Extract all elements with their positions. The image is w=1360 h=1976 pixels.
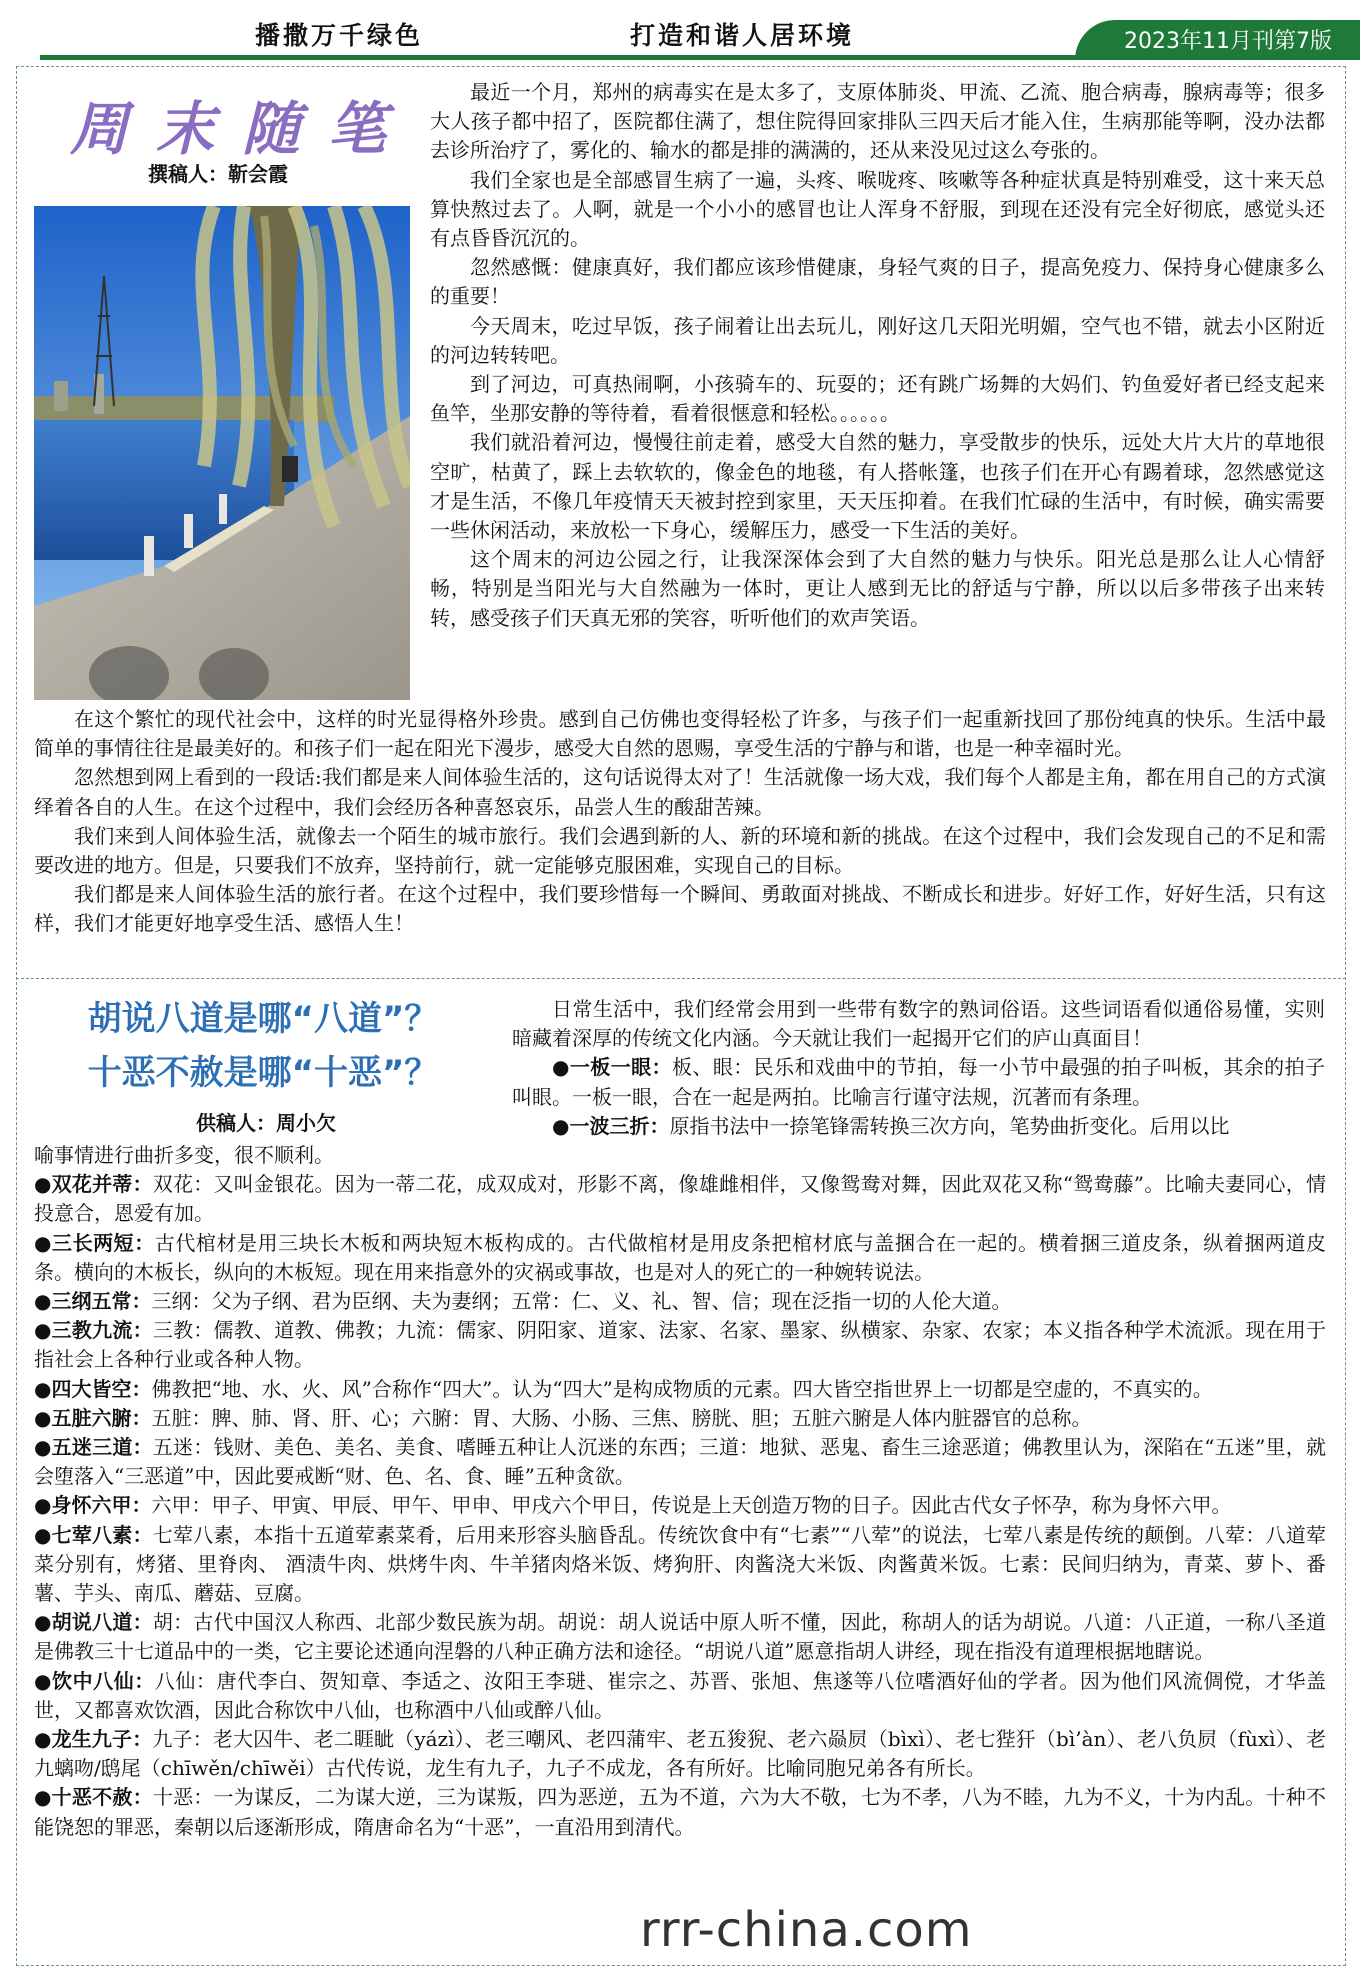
entry-term: ●四大皆空： bbox=[34, 1376, 152, 1401]
entry-term: ●三教九流： bbox=[34, 1318, 153, 1343]
entry-text: 七荤八素，本指十五道荤素菜肴，后用来形容头脑昏乱。传统饮食中有“七素”“八荤”的说法，七荤八素是传统的颠倒。八荤：八道荤菜分别有，烤猪、里脊肉、 酒渍牛肉、烘烤牛肉、牛羊猪肉烙米饭、烤狗肝、肉酱浇大米饭、肉酱黄米饭。七素：民间归纳为，青菜、萝卜、番薯、芋头、南瓜、蘑菇、豆腐。 bbox=[34, 1522, 1326, 1606]
article1-paragraph: 我们全家也是全部感冒生病了一遍，头疼、喉咙疼、咳嗽等各种症状真是特别难受，这十来天总算快熬过去了。人啊，就是一个小小的感冒也让人浑身不舒服，到现在还没有完全好彻底，感觉头还有点昏昏沉沉的。 bbox=[430, 167, 1325, 251]
article2-title-line2: 十恶不赦是哪“十恶”？ bbox=[87, 1053, 439, 1093]
page-header bbox=[0, 0, 1360, 62]
article1-title: 周末随笔 bbox=[70, 95, 415, 163]
entry-term: ●身怀六甲： bbox=[34, 1493, 152, 1518]
entry-text: 三纲：父为子纲、君为臣纲、夫为妻纲；五常：仁、义、礼、智、信；现在泛指一切的人伦大道。 bbox=[151, 1289, 1012, 1314]
entry-item bbox=[512, 1053, 1325, 1111]
article1-paragraph: 到了河边，可真热闹啊，小孩骑车的、玩耍的；还有跳广场舞的大妈们、钓鱼爱好者已经支起来鱼竿，坐那安静的等待着，看着很惬意和轻松。。。。。。 bbox=[430, 372, 1325, 426]
entry-text: 胡：古代中国汉人称西、北部少数民族为胡。胡说：胡人说话中原人听不懂，因此，称胡人的话为胡说。八道：八正道，一称八圣道是佛教三十七道品中的一类，它主要论述通向涅磐的八种正确方法和途径。“胡说八道”愿意指胡人讲经，现在指没有道理根据地瞎说。 bbox=[34, 1610, 1327, 1664]
entry-text: 板、眼：民乐和戏曲中的节拍，每一小节中最强的拍子叫板，其余的拍子叫眼。一板一眼，合在一起是两拍。比喻言行谨守法规，沉著而有条理。 bbox=[512, 1055, 1326, 1109]
entry-term: ●龙生九子： bbox=[34, 1727, 153, 1752]
header-rule bbox=[40, 55, 1080, 60]
entry-item bbox=[34, 1521, 1326, 1609]
entry-term: ●饮中八仙： bbox=[34, 1668, 155, 1693]
entry-item bbox=[34, 1608, 1326, 1666]
article2-column bbox=[512, 995, 1325, 1141]
article1-full-width bbox=[34, 705, 1326, 939]
entry-text: 五迷：钱财、美色、美名、美食、嗜睡五种让人沉迷的东西；三道：地狱、恶鬼、畜生三途恶道；佛教里认为，深陷在“五迷”里，就会堕落入“三恶道”中，因此要戒断“财、色、名、食、睡”五种贪欲。 bbox=[34, 1435, 1327, 1489]
entry-term: ●胡说八道： bbox=[34, 1610, 153, 1635]
entry-term: ●一板一眼： bbox=[552, 1055, 672, 1080]
article2-title-line1: 胡说八道是哪“八道”？ bbox=[87, 999, 439, 1039]
entry-text: 六甲：甲子、甲寅、甲辰、甲午、甲申、甲戌六个甲日，传说是上天创造万物的日子。因此古代女子怀孕，称为身怀六甲。 bbox=[151, 1493, 1232, 1518]
article1-paragraph: 忽然想到网上看到的一段话:我们都是来人间体验生活的，这句话说得太对了！生活就像一场大戏，我们每个人都是主角，都在用自己的方式演绎着各自的人生。在这个过程中，我们会经历各种喜怒哀乐，品尝人生的酸甜苦辣。 bbox=[34, 765, 1326, 819]
entry-item bbox=[34, 1491, 1326, 1520]
entry-text: 双花：又叫金银花。因为一蒂二花，成双成对，形影不离，像雄雌相伴，又像鸳鸯对舞，因此双花又称“鸳鸯藤”。比喻夫妻同心，情投意合，恩爱有加。 bbox=[34, 1172, 1327, 1226]
article1-paragraph: 忽然感慨：健康真好，我们都应该珍惜健康，身轻气爽的日子，提高免疫力、保持身心健康多么的重要！ bbox=[430, 255, 1325, 309]
entry-continuation: 喻事情进行曲折多变，很不顺利。 bbox=[34, 1143, 334, 1167]
article2-full-width bbox=[34, 1141, 1326, 1842]
entry-text: 古代棺材是用三块长木板和两块短木板构成的。古代做棺材是用皮条把棺材底与盖捆合在一起的。横着捆三道皮条，纵着捆两道皮条。横向的木板长，纵向的木板短。现在用来指意外的灾祸或事故，也是对人的死亡的一种婉转说法。 bbox=[34, 1230, 1326, 1284]
entry-item bbox=[34, 1375, 1326, 1404]
entry-text: 九子：老大囚牛、老二睚眦（yázì）、老三嘲风、老四蒲牢、老五狻猊、老六赑屃（bìxì）、老七狴犴（bì’àn）、老八负屃（fùxì）、老九螭吻/鸱尾（chīwěn/chīwěi）古代传说，龙生有九子，九子不成龙，各有所好。比喻同胞兄弟各有所长。 bbox=[34, 1727, 1326, 1781]
article2-title bbox=[48, 992, 478, 1100]
entry-term: ●三长两短： bbox=[34, 1230, 155, 1255]
entry-item bbox=[34, 1433, 1326, 1491]
entry-term: ●五脏六腑： bbox=[34, 1405, 152, 1430]
article1-paragraph: 最近一个月，郑州的病毒实在是太多了，支原体肺炎、甲流、乙流、胞合病毒，腺病毒等；很多大人孩子都中招了，医院都住满了，想住院得回家排队三四天后才能入住，生病那能等啊，没办法都去诊所治疗了，雾化的、输水的都是排的满满的，还从来没见过这么夸张的。 bbox=[430, 80, 1325, 163]
article1-paragraph: 这个周末的河边公园之行，让我深深体会到了大自然的魅力与快乐。阳光总是那么让人心情舒畅，特别是当阳光与大自然融为一体时，更让人感到无比的舒适与宁静，所以以后多带孩子出来转转，感受孩子们天真无邪的笑容，听听他们的欢声笑语。 bbox=[430, 547, 1325, 630]
article1-column bbox=[430, 78, 1325, 633]
entry-term: ●一波三折： bbox=[552, 1113, 670, 1138]
entry-text: 五脏：脾、肺、肾、肝、心；六腑：胃、大肠、小肠、三焦、膀胱、胆；五脏六腑是人体内脏器官的总称。 bbox=[151, 1405, 1092, 1430]
entry-item bbox=[34, 1316, 1326, 1374]
issue-label: 2023年11月刊第7版 bbox=[1124, 29, 1332, 54]
article2-author: 供稿人：周小欠 bbox=[196, 1111, 336, 1135]
riverside-photo bbox=[34, 206, 410, 700]
entry-text: 八仙：唐代李白、贺知章、李适之、汝阳王李琎、崔宗之、苏晋、张旭、焦遂等八位嗜酒好仙的学者。因为他们风流倜傥，才华盖世，又都喜欢饮酒，因此合称饮中八仙，也称酒中八仙或醉八仙。 bbox=[34, 1668, 1326, 1722]
header-slogan-right: 打造和谐人居环境 bbox=[630, 21, 855, 50]
entry-item bbox=[34, 1170, 1326, 1228]
entry-item bbox=[34, 1667, 1326, 1725]
article1-paragraph: 我们来到人间体验生活，就像去一个陌生的城市旅行。我们会遇到新的人、新的环境和新的挑战。在这个过程中，我们会发现自己的不足和需要改进的地方。但是，只要我们不放弃，坚持前行，就一定能够克服困难，实现自己的目标。 bbox=[34, 823, 1326, 878]
entry-item bbox=[34, 1229, 1326, 1287]
entry-term: ●十恶不赦： bbox=[34, 1785, 153, 1810]
header-slogan-left: 播撒万千绿色 bbox=[255, 21, 424, 50]
entry-term: ●双花并蒂： bbox=[34, 1172, 153, 1197]
entry-term: ●三纲五常： bbox=[34, 1289, 152, 1314]
entry-text: 原指书法中一捺笔锋需转换三次方向，笔势曲折变化。后用以比 bbox=[669, 1113, 1230, 1138]
article1-author: 撰稿人：靳会霞 bbox=[148, 162, 288, 186]
entry-item bbox=[34, 1783, 1326, 1841]
article1-paragraph: 今天周末，吃过早饭，孩子闹着让出去玩儿，刚好这几天阳光明媚，空气也不错，就去小区附近的河边转转吧。 bbox=[430, 313, 1325, 367]
entry-text: 佛教把“地、水、火、风”合称作“四大”。认为“四大”是构成物质的元素。四大皆空指世界上一切都是空虚的，不真实的。 bbox=[151, 1376, 1213, 1401]
entry-text: 十恶：一为谋反，二为谋大逆，三为谋叛，四为恶逆，五为不道，六为大不敬，七为不孝，八为不睦，九为不义，十为内乱。十种不能饶恕的罪恶，秦朝以后逐渐形成，隋唐命名为“十恶”，一直沿用到清代。 bbox=[34, 1785, 1327, 1839]
entry-item bbox=[34, 1404, 1326, 1433]
section-divider bbox=[16, 978, 1346, 979]
entry-item bbox=[34, 1725, 1326, 1783]
entry-term: ●五迷三道： bbox=[34, 1435, 153, 1460]
entry-term: ●七荤八素： bbox=[34, 1522, 153, 1547]
entry-text: 三教：儒教、道教、佛教；九流：儒家、阴阳家、道家、法家、名家、墨家、纵横家、杂家、农家；本义指各种学术流派。现在用于指社会上各种行业或各种人物。 bbox=[34, 1318, 1327, 1372]
article1-paragraph: 我们都是来人间体验生活的旅行者。在这个过程中，我们要珍惜每一个瞬间、勇敢面对挑战、不断成长和进步。好好工作，好好生活，只有这样，我们才能更好地享受生活、感悟人生！ bbox=[34, 882, 1326, 936]
article1-paragraph: 我们就沿着河边，慢慢往前走着，感受大自然的魅力，享受散步的快乐，远处大片大片的草地很空旷，枯黄了，踩上去软软的，像金色的地毯，有人搭帐篷，也孩子们在开心有踢着球，忽然感觉这才是生活，不像几年疫情天天被封控到家里，天天压抑着。在我们忙碌的生活中，有时候，确实需要一些休闲活动，来放松一下身心，缓解压力，感受一下生活的美好。 bbox=[430, 430, 1325, 543]
article2-intro: 日常生活中，我们经常会用到一些带有数字的熟词俗语。这些词语看似通俗易懂，实则暗藏着深厚的传统文化内涵。今天就让我们一起揭开它们的庐山真面目！ bbox=[512, 997, 1325, 1051]
watermark: rrr-china.com bbox=[640, 1902, 973, 1958]
article1-paragraph: 在这个繁忙的现代社会中，这样的时光显得格外珍贵。感到自己仿佛也变得轻松了许多，与孩子们一起重新找回了那份纯真的快乐。生活中最简单的事情往往是最美好的。和孩子们一起在阳光下漫步，感受大自然的恩赐，享受生活的宁静与和谐，也是一种幸福时光。 bbox=[34, 707, 1326, 761]
entry-item bbox=[512, 1112, 1325, 1141]
entry-item bbox=[34, 1287, 1326, 1316]
